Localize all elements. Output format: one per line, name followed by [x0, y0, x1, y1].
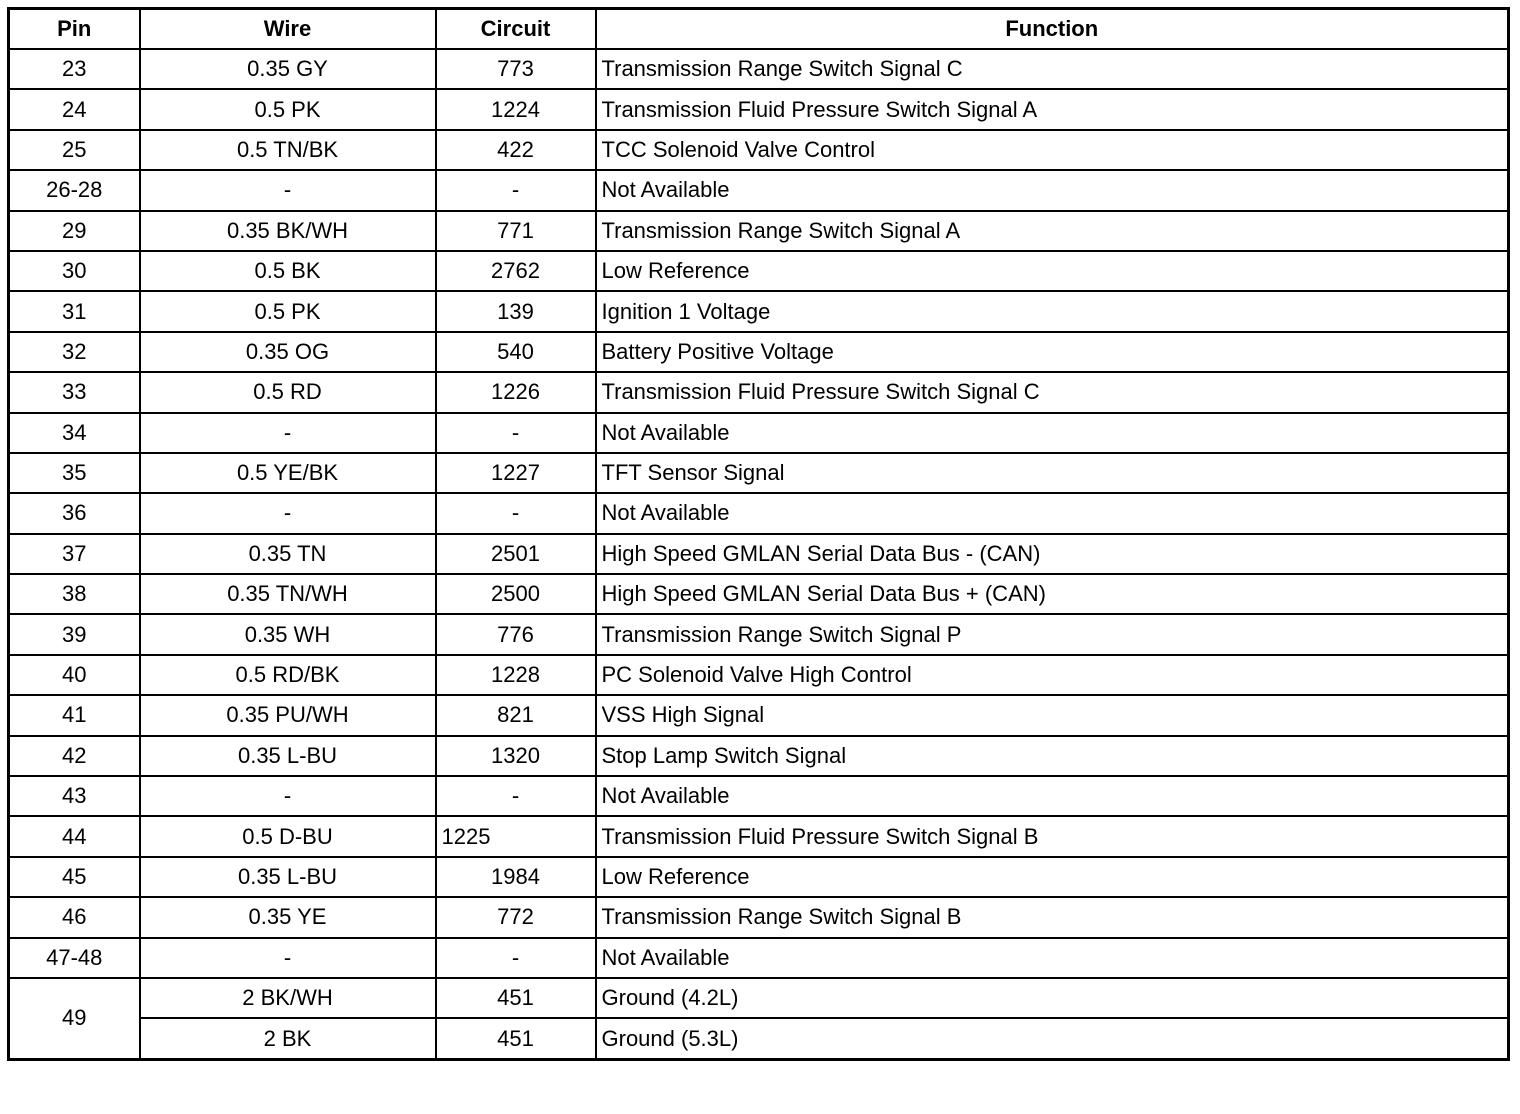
- function-cell: Transmission Range Switch Signal A: [596, 211, 1509, 251]
- wire-cell: 0.35 YE: [140, 897, 436, 937]
- circuit-cell: 772: [436, 897, 596, 937]
- pin-cell: 42: [9, 736, 140, 776]
- circuit-cell: 773: [436, 49, 596, 89]
- wire-cell: 0.35 WH: [140, 614, 436, 654]
- table-row: [9, 574, 1509, 614]
- table-row: [9, 372, 1509, 412]
- function-cell: Transmission Fluid Pressure Switch Signal A: [596, 89, 1509, 129]
- function-cell: Not Available: [596, 938, 1509, 978]
- table-row: [9, 655, 1509, 695]
- pin-cell: 47-48: [9, 938, 140, 978]
- header-circuit: Circuit: [436, 9, 596, 50]
- circuit-cell: -: [436, 776, 596, 816]
- pin-cell: 38: [9, 574, 140, 614]
- table-row: [9, 453, 1509, 493]
- wire-cell: 0.5 D-BU: [140, 816, 436, 856]
- pin-cell: 24: [9, 89, 140, 129]
- pin-cell: 25: [9, 130, 140, 170]
- circuit-cell: 139: [436, 291, 596, 331]
- function-cell: Transmission Range Switch Signal C: [596, 49, 1509, 89]
- pin-cell: 23: [9, 49, 140, 89]
- pin-cell: 32: [9, 332, 140, 372]
- table-row: [9, 1018, 1509, 1059]
- function-cell: TCC Solenoid Valve Control: [596, 130, 1509, 170]
- circuit-cell: 821: [436, 695, 596, 735]
- table-row: [9, 938, 1509, 978]
- pin-cell: 46: [9, 897, 140, 937]
- wire-cell: 0.5 RD: [140, 372, 436, 412]
- table-row: [9, 776, 1509, 816]
- circuit-cell: 2501: [436, 534, 596, 574]
- wire-cell: -: [140, 170, 436, 210]
- connector-pinout-table: [7, 7, 1510, 1061]
- pin-cell: 45: [9, 857, 140, 897]
- function-cell: Transmission Range Switch Signal B: [596, 897, 1509, 937]
- function-cell: Low Reference: [596, 857, 1509, 897]
- wire-cell: 0.35 OG: [140, 332, 436, 372]
- circuit-cell: 1225: [436, 816, 596, 856]
- table-row: [9, 857, 1509, 897]
- pin-cell: 31: [9, 291, 140, 331]
- circuit-cell: 451: [436, 1018, 596, 1059]
- pin-cell: 41: [9, 695, 140, 735]
- table-row: [9, 816, 1509, 856]
- circuit-cell: 2500: [436, 574, 596, 614]
- wire-cell: -: [140, 493, 436, 533]
- circuit-cell: 776: [436, 614, 596, 654]
- header-pin: Pin: [9, 9, 140, 50]
- pin-cell: 33: [9, 372, 140, 412]
- table-row: [9, 736, 1509, 776]
- pin-cell: 37: [9, 534, 140, 574]
- wire-cell: 0.35 L-BU: [140, 736, 436, 776]
- circuit-cell: -: [436, 413, 596, 453]
- circuit-cell: 422: [436, 130, 596, 170]
- wire-cell: 0.5 RD/BK: [140, 655, 436, 695]
- function-cell: Battery Positive Voltage: [596, 332, 1509, 372]
- function-cell: Ground (5.3L): [596, 1018, 1509, 1059]
- pin-cell: 29: [9, 211, 140, 251]
- table-row: [9, 49, 1509, 89]
- function-cell: High Speed GMLAN Serial Data Bus - (CAN): [596, 534, 1509, 574]
- wire-cell: -: [140, 776, 436, 816]
- function-cell: Low Reference: [596, 251, 1509, 291]
- circuit-cell: 1320: [436, 736, 596, 776]
- wire-cell: 0.35 PU/WH: [140, 695, 436, 735]
- table-row: [9, 89, 1509, 129]
- header-wire: Wire: [140, 9, 436, 50]
- circuit-cell: 1984: [436, 857, 596, 897]
- function-cell: Transmission Fluid Pressure Switch Signal C: [596, 372, 1509, 412]
- function-cell: Ground (4.2L): [596, 978, 1509, 1018]
- table-row: [9, 251, 1509, 291]
- function-cell: Stop Lamp Switch Signal: [596, 736, 1509, 776]
- wire-cell: 0.5 PK: [140, 89, 436, 129]
- table-row: [9, 170, 1509, 210]
- table-row: [9, 897, 1509, 937]
- function-cell: Not Available: [596, 776, 1509, 816]
- wire-cell: 2 BK: [140, 1018, 436, 1059]
- circuit-cell: 2762: [436, 251, 596, 291]
- pin-cell: 36: [9, 493, 140, 533]
- circuit-cell: 1228: [436, 655, 596, 695]
- wire-cell: 2 BK/WH: [140, 978, 436, 1018]
- wire-cell: 0.35 TN/WH: [140, 574, 436, 614]
- circuit-cell: -: [436, 493, 596, 533]
- wire-cell: 0.5 BK: [140, 251, 436, 291]
- table-row: [9, 534, 1509, 574]
- circuit-cell: 1227: [436, 453, 596, 493]
- wire-cell: -: [140, 938, 436, 978]
- table-row: [9, 130, 1509, 170]
- table-row: [9, 291, 1509, 331]
- function-cell: PC Solenoid Valve High Control: [596, 655, 1509, 695]
- circuit-cell: 1226: [436, 372, 596, 412]
- circuit-cell: 451: [436, 978, 596, 1018]
- circuit-cell: 771: [436, 211, 596, 251]
- circuit-cell: -: [436, 170, 596, 210]
- table-row: [9, 695, 1509, 735]
- pin-cell: 39: [9, 614, 140, 654]
- wire-cell: 0.5 YE/BK: [140, 453, 436, 493]
- function-cell: VSS High Signal: [596, 695, 1509, 735]
- pin-cell: 34: [9, 413, 140, 453]
- header-row: [9, 9, 1509, 50]
- function-cell: High Speed GMLAN Serial Data Bus + (CAN): [596, 574, 1509, 614]
- table-row: [9, 332, 1509, 372]
- table-row: [9, 211, 1509, 251]
- pin-cell: 30: [9, 251, 140, 291]
- wire-cell: 0.35 GY: [140, 49, 436, 89]
- circuit-cell: 1224: [436, 89, 596, 129]
- pin-cell: 49: [9, 978, 140, 1059]
- pin-cell: 44: [9, 816, 140, 856]
- function-cell: Not Available: [596, 493, 1509, 533]
- pin-cell: 43: [9, 776, 140, 816]
- pin-cell: 35: [9, 453, 140, 493]
- pin-cell: 40: [9, 655, 140, 695]
- function-cell: Not Available: [596, 170, 1509, 210]
- circuit-cell: -: [436, 938, 596, 978]
- table-row: [9, 413, 1509, 453]
- function-cell: Not Available: [596, 413, 1509, 453]
- table-row: [9, 493, 1509, 533]
- wire-cell: 0.35 TN: [140, 534, 436, 574]
- wire-cell: 0.5 PK: [140, 291, 436, 331]
- function-cell: Transmission Fluid Pressure Switch Signal B: [596, 816, 1509, 856]
- table-row: [9, 978, 1509, 1018]
- circuit-cell: 540: [436, 332, 596, 372]
- wire-cell: 0.35 BK/WH: [140, 211, 436, 251]
- function-cell: TFT Sensor Signal: [596, 453, 1509, 493]
- header-function: Function: [596, 9, 1509, 50]
- function-cell: Transmission Range Switch Signal P: [596, 614, 1509, 654]
- wire-cell: 0.35 L-BU: [140, 857, 436, 897]
- function-cell: Ignition 1 Voltage: [596, 291, 1509, 331]
- table-row: [9, 614, 1509, 654]
- wire-cell: -: [140, 413, 436, 453]
- pin-cell: 26-28: [9, 170, 140, 210]
- wire-cell: 0.5 TN/BK: [140, 130, 436, 170]
